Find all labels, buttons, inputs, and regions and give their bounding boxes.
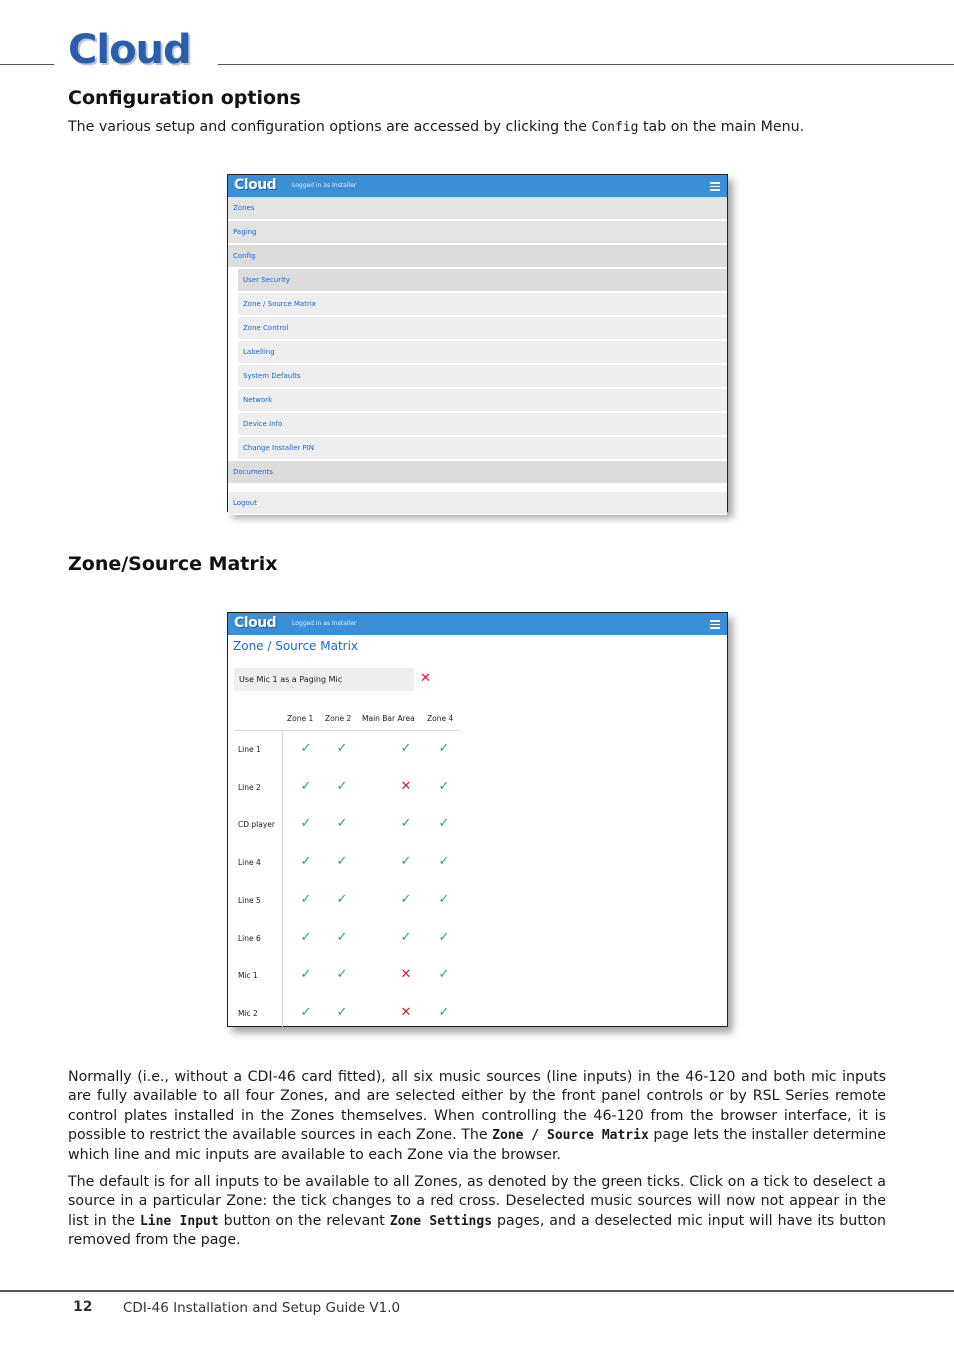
tick-icon[interactable]: ✓	[438, 741, 450, 756]
tick-icon[interactable]: ✓	[336, 741, 348, 756]
matrix-row-label: Line 4	[238, 858, 261, 868]
tick-icon[interactable]: ✓	[300, 741, 312, 756]
tick-icon[interactable]: ✓	[400, 929, 412, 945]
tick-icon[interactable]: ✓	[438, 854, 450, 870]
app-logo: Cloud	[234, 177, 277, 193]
footer-title: CDI-46 Installation and Setup Guide V1.0	[123, 1300, 401, 1316]
app-logo: Cloud	[234, 615, 277, 631]
nav-sub-zone-control[interactable]: Zone Control	[238, 317, 727, 340]
tick-icon[interactable]: ✓	[438, 778, 450, 794]
matrix-row-label: Mic 1	[238, 971, 258, 981]
nav-sub-network[interactable]: Network	[238, 389, 727, 412]
col-header-zone4: Zone 4	[427, 714, 454, 723]
tick-icon[interactable]: ✓	[300, 929, 312, 945]
matrix-row-label: CD player	[238, 820, 275, 830]
cross-icon[interactable]: ✕	[400, 778, 412, 794]
tick-icon[interactable]: ✓	[300, 1004, 312, 1020]
app-header-bar	[228, 613, 727, 635]
config-intro: The various setup and configuration options are accessed by clicking the Config tab on the main Menu.	[68, 119, 805, 135]
matrix-description-1: Normally (i.e., without a CDI-46 card fitted), all six music sources (line inputs) in the 46-120 and both mic inputs are fully available to all four Zones, and are selected either by the front panel controls or by RSL Series remote control plates installed in the Zones themselves. When controlling the 46-120 from the browser interface, it is possible to restrict the available sources in each Zone. The Zone / Source Matrix page lets the installer determine which line and mic inputs are available to each Zone via the browser.	[68, 1069, 886, 1163]
tick-icon[interactable]: ✓	[400, 741, 412, 756]
tick-icon[interactable]: ✓	[336, 778, 348, 794]
tick-icon[interactable]: ✓	[336, 929, 348, 945]
tick-icon[interactable]: ✓	[438, 929, 450, 945]
cloud-logo: Cloud	[68, 27, 191, 73]
tick-icon[interactable]: ✓	[300, 967, 312, 983]
tick-icon[interactable]: ✓	[300, 891, 312, 907]
matrix-row-label: Line 1	[238, 745, 261, 754]
config-heading: Configuration options	[68, 87, 301, 109]
tick-icon[interactable]: ✓	[300, 854, 312, 870]
col-header-zone2: Zone 2	[325, 714, 352, 723]
app-header-bar	[228, 175, 727, 197]
login-status: Logged in as Installer	[292, 182, 357, 189]
nav-sub-zone-source-matrix[interactable]: Zone / Source Matrix	[238, 293, 727, 316]
login-status: Logged in as Installer	[292, 620, 357, 627]
nav-sub-user-security[interactable]: User Security	[238, 269, 727, 292]
nav-item-zones[interactable]: Zones	[228, 197, 727, 220]
paging-mic-option: Use Mic 1 as a Paging Mic	[234, 668, 414, 691]
tick-icon[interactable]: ✓	[400, 816, 412, 832]
menu-screenshot	[227, 174, 728, 512]
hamburger-menu-icon[interactable]	[710, 182, 720, 193]
tick-icon[interactable]: ✓	[438, 816, 450, 832]
tick-icon[interactable]: ✓	[336, 816, 348, 832]
nav-item-logout[interactable]: Logout	[228, 492, 727, 515]
tick-icon[interactable]: ✓	[336, 854, 348, 870]
header-rule-right	[218, 64, 954, 65]
tick-icon[interactable]: ✓	[438, 891, 450, 907]
matrix-screenshot	[227, 612, 728, 1027]
col-header-zone1: Zone 1	[287, 714, 314, 723]
tick-icon[interactable]: ✓	[300, 778, 312, 794]
nav-sub-device-info[interactable]: Device Info	[238, 413, 727, 436]
paging-mic-toggle-icon[interactable]: ✕	[420, 671, 431, 686]
matrix-row-label: Line 6	[238, 933, 261, 943]
matrix-description-2: The default is for all inputs to be available to all Zones, as denoted by the green ticks. Click on a tick to deselect a source in a particular Zone: the tick changes to a red cross. Deselected music sources will now not appear in the list in the Line Input button on the relevant Zone Settings pages, and a deselected mic input will have its button removed from the page.	[68, 1174, 886, 1249]
tick-icon[interactable]: ✓	[400, 854, 412, 870]
tick-icon[interactable]: ✓	[336, 891, 348, 907]
page-number: 12	[73, 1299, 93, 1315]
matrix-row-label: Mic 2	[238, 1008, 258, 1018]
nav-item-documents[interactable]: Documents	[228, 461, 727, 484]
tick-icon[interactable]: ✓	[438, 967, 450, 983]
tick-icon[interactable]: ✓	[336, 1004, 348, 1020]
nav-sub-labelling[interactable]: Labelling	[238, 341, 727, 364]
tick-icon[interactable]: ✓	[300, 816, 312, 832]
tick-icon[interactable]: ✓	[400, 891, 412, 907]
header-rule-left	[0, 64, 54, 65]
matrix-row-label: Line 2	[238, 782, 261, 792]
footer-rule	[0, 1290, 954, 1292]
cross-icon[interactable]: ✕	[400, 967, 412, 983]
nav-sub-system-defaults[interactable]: System Defaults	[238, 365, 727, 388]
matrix-row-label: Line 5	[238, 895, 261, 905]
matrix-page-title: Zone / Source Matrix	[233, 639, 359, 653]
cross-icon[interactable]: ✕	[400, 1004, 412, 1020]
matrix-header-divider	[234, 730, 460, 731]
matrix-heading: Zone/Source Matrix	[68, 553, 278, 575]
tick-icon[interactable]: ✓	[438, 1004, 450, 1020]
col-header-main-bar: Main Bar Area	[362, 714, 415, 723]
hamburger-menu-icon[interactable]	[710, 620, 720, 631]
matrix-label-divider	[282, 731, 283, 1027]
tick-icon[interactable]: ✓	[336, 967, 348, 983]
nav-item-config[interactable]: Config	[228, 245, 727, 268]
nav-item-paging[interactable]: Paging	[228, 221, 727, 244]
nav-sub-change-installer-pin[interactable]: Change Installer PIN	[238, 437, 727, 460]
